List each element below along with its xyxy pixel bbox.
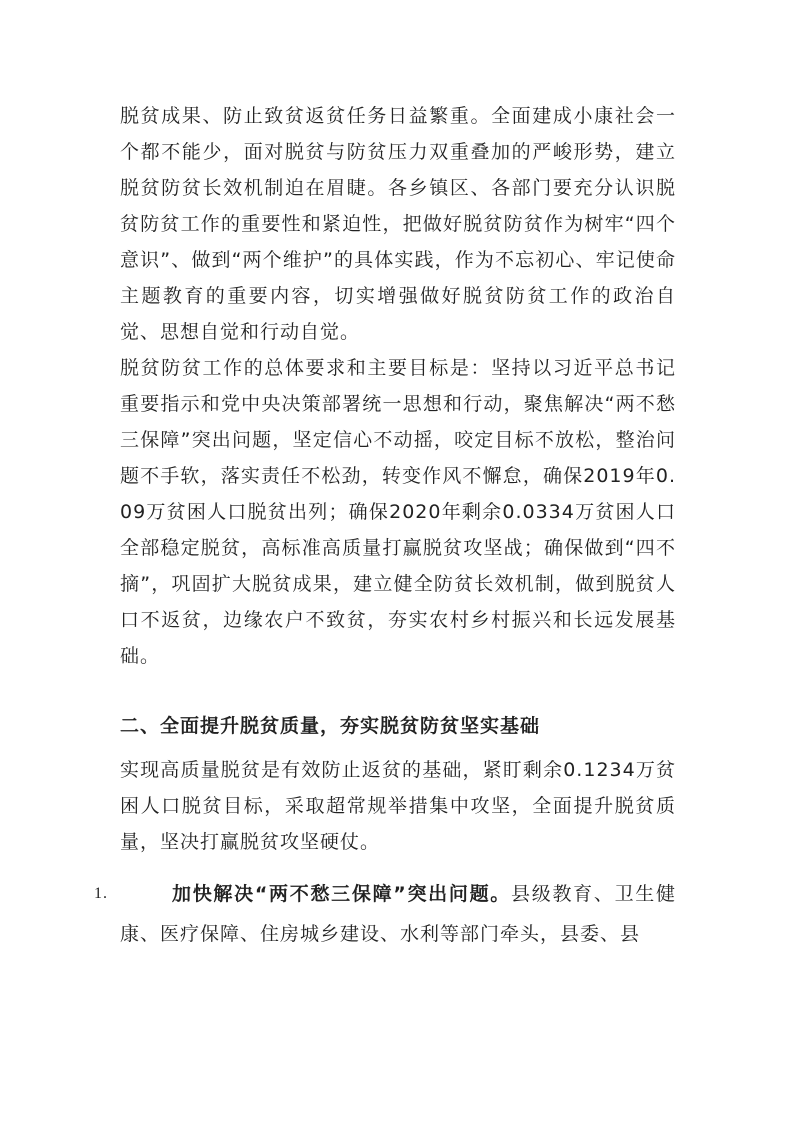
list-number: 1. (94, 885, 108, 902)
document-body (94, 98, 676, 973)
numbered-list-item (94, 874, 676, 954)
body-paragraph: 脱贫成果、防止致贫返贫任务日益繁重。全面建成小康社会一个都不能少，面对脱贫与防贫压力双重叠加的严峻形势，建立脱贫防贫长效机制迫在眉睫。各乡镇区、各部门要充分认识脱贫防贫工作的重要性和紧迫性，把做好脱贫防贫作为树牢“四个意识”、做到“两个维护”的具体实践，作为不忘初心、牢记使命主题教育的重要内容，切实增强做好脱贫防贫工作的政治自觉、思想自觉和行动自觉。 (120, 105, 676, 343)
body-paragraph: 脱贫防贫工作的总体要求和主要目标是：坚持以习近平总书记重要指示和党中央决策部署统一思想和行动，聚焦解决“两不愁三保障”突出问题，坚定信心不动摇，咬定目标不放松，整治问题不手软，落实责任不松劲，转变作风不懈怠，确保2019年0.09万贫困人口脱贫出列；确保2020年剩余0.0334万贫困人口全部稳定脱贫，高标准高质量打赢脱贫攻坚战；确保做到“四不摘”，巩固扩大脱贫成果，建立健全防贫长效机制，做到脱贫人口不返贫，边缘农户不致贫，夯实农村乡村振兴和长远发展基础。 (120, 357, 676, 667)
section-heading: 二、全面提升脱贫质量，夯实脱贫防贫坚实基础 (120, 715, 541, 737)
body-paragraph: 实现高质量脱贫是有效防止返贫的基础，紧盯剩余0.1234万贫困人口脱贫目标，采取超常规举措集中攻坚，全面提升脱贫质量，坚决打赢脱贫攻坚硬仗。 (120, 759, 676, 853)
list-item-text: 县级教育、卫生健康、医疗保障、住房城乡建设、水利等部门牵头，县委、县 (120, 883, 676, 945)
list-item-lead: 加快解决“两不愁三保障”突出问题。 (172, 883, 512, 905)
